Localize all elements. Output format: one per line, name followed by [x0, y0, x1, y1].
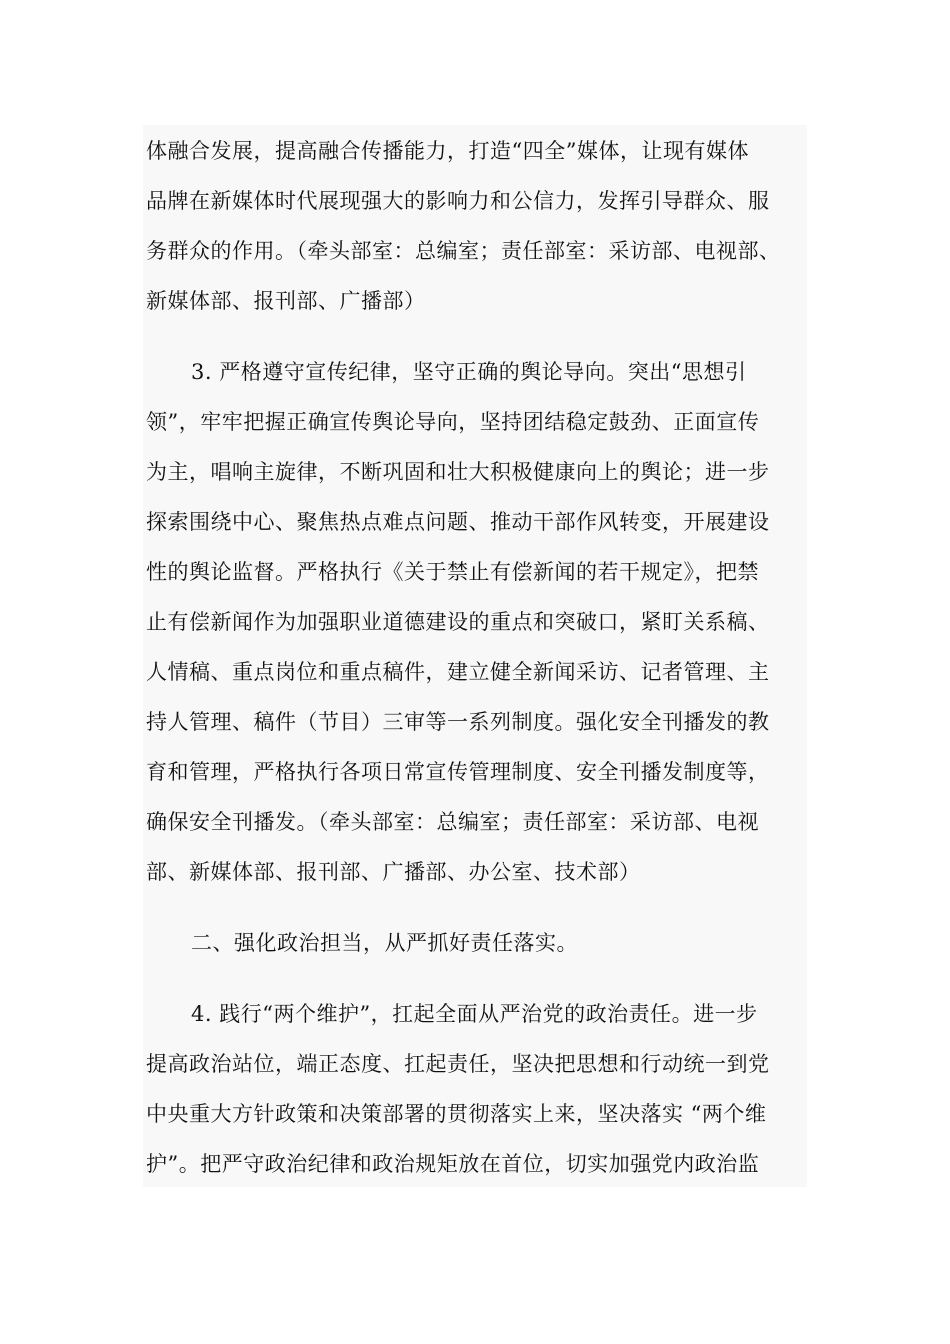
- paragraph-line: 品牌在新媒体时代展现强大的影响力和公信力，发挥引导群众、服: [146, 189, 770, 213]
- paragraph-line: 体融合发展，提高融合传播能力，打造“四全”媒体，让现有媒体: [146, 139, 749, 163]
- paragraph-line: 为主，唱响主旋律，不断巩固和壮大积极健康向上的舆论；进一步: [146, 460, 770, 484]
- section-heading: 二、强化政治担当，从严抓好责任落实。: [191, 931, 578, 955]
- paragraph-line: 止有偿新闻作为加强职业道德建设的重点和突破口，紧盯关系稿、: [146, 610, 770, 634]
- paragraph-line: 持人管理、稿件（节目）三审等一系列制度。强化安全刊播发的教: [146, 710, 770, 734]
- paragraph-line: 提高政治站位，端正态度、扛起责任，坚决把思想和行动统一到党: [146, 1052, 770, 1076]
- paragraph-line: 探索围绕中心、聚焦热点难点问题、推动干部作风转变，开展建设: [146, 510, 770, 534]
- document-text-block: [143, 125, 807, 1187]
- paragraph-line: 护”。把严守政治纪律和政治规矩放在首位，切实加强党内政治监: [146, 1152, 760, 1176]
- paragraph-line: 4. 践行“两个维护”，扛起全面从严治党的政治责任。进一步: [191, 1002, 758, 1026]
- paragraph-line: 务群众的作用。（牵头部室：总编室；责任部室：采访部、电视部、: [146, 239, 781, 263]
- paragraph-line: 领”，牢牢把握正确宣传舆论导向，坚持团结稳定鼓劲、正面宣传: [146, 410, 760, 434]
- paragraph-line: 性的舆论监督。严格执行《关于禁止有偿新闻的若干规定》，把禁: [146, 560, 759, 584]
- paragraph-line: 新媒体部、报刊部、广播部）: [146, 289, 426, 313]
- paragraph-line: 中央重大方针政策和决策部署的贯彻落实上来，坚决落实 “两个维: [146, 1102, 767, 1126]
- paragraph-line: 3. 严格遵守宣传纪律，坚守正确的舆论导向。突出“思想引: [191, 360, 747, 384]
- paragraph-line: 部、新媒体部、报刊部、广播部、办公室、技术部）: [146, 860, 641, 884]
- paragraph-line: 人情稿、重点岗位和重点稿件，建立健全新闻采访、记者管理、主: [146, 660, 770, 684]
- paragraph-line: 确保安全刊播发。（牵头部室：总编室；责任部室：采访部、电视: [146, 810, 759, 834]
- paragraph-line: 育和管理，严格执行各项日常宣传管理制度、安全刊播发制度等，: [146, 760, 770, 784]
